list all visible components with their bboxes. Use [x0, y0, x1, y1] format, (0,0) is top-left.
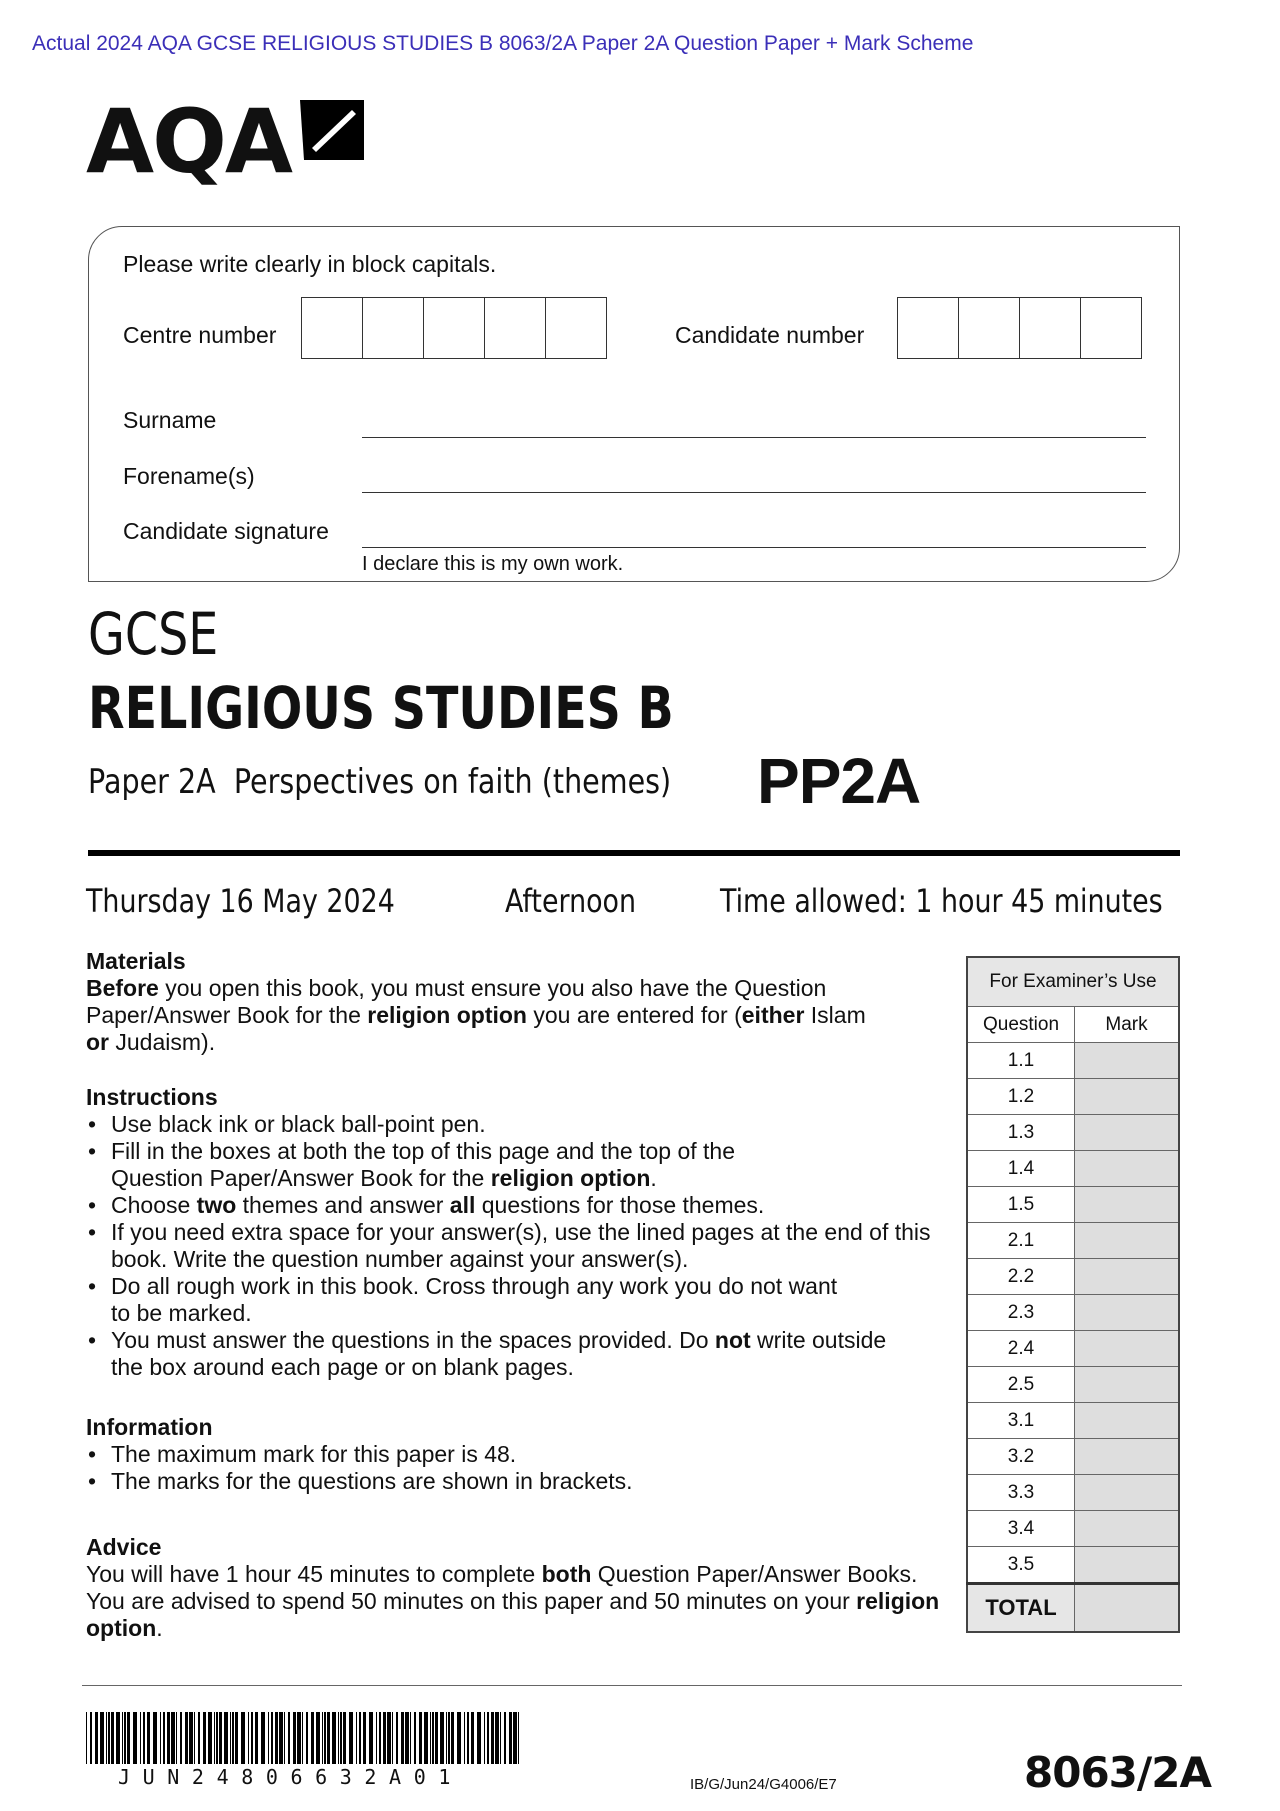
- question-number: 1.3: [967, 1115, 1075, 1151]
- instruction-item: • Use black ink or black ball-point pen.: [86, 1111, 936, 1138]
- examiner-row: [967, 1439, 1179, 1475]
- candidate-details-box: [88, 226, 1180, 582]
- mark-cell[interactable]: [1075, 1223, 1180, 1259]
- paper-name: Perspectives on faith (themes): [233, 762, 672, 802]
- total-mark-cell[interactable]: [1075, 1584, 1180, 1633]
- examiner-row: [967, 1547, 1179, 1584]
- centre-digit-box[interactable]: [546, 298, 606, 358]
- level-title: GCSE: [88, 600, 219, 668]
- centre-digit-box[interactable]: [424, 298, 485, 358]
- question-number: 1.4: [967, 1151, 1075, 1187]
- surname-label: Surname: [123, 407, 217, 433]
- subject-title: RELIGIOUS STUDIES B: [88, 674, 674, 742]
- advice-heading: Advice: [86, 1534, 162, 1560]
- candidate-digit-box[interactable]: [898, 298, 959, 358]
- paper-number: Paper 2A: [88, 762, 216, 802]
- examiner-row: [967, 1223, 1179, 1259]
- mark-cell[interactable]: [1075, 1367, 1180, 1403]
- forenames-field[interactable]: [362, 492, 1146, 493]
- information-item: • The maximum mark for this paper is 48.: [86, 1441, 866, 1468]
- candidate-digit-box[interactable]: [1081, 298, 1141, 358]
- materials-text: Before you open this book, you must ensure you also have the Question Paper/Answer Book for the religion option you are entered for (either Islam or Judaism).: [86, 975, 866, 1055]
- candidate-number-input[interactable]: [897, 297, 1142, 359]
- question-number: 2.5: [967, 1367, 1075, 1403]
- candidate-digit-box[interactable]: [959, 298, 1020, 358]
- instructions-heading: Instructions: [86, 1084, 218, 1110]
- mark-cell[interactable]: [1075, 1115, 1180, 1151]
- examiner-row: [967, 1403, 1179, 1439]
- declaration-text: I declare this is my own work.: [362, 553, 624, 575]
- question-number: 3.3: [967, 1475, 1075, 1511]
- instruction-item: • If you need extra space for your answer(s), use the lined pages at the end of this book. Write the question number against your answer(s).: [86, 1219, 951, 1273]
- aqa-logo: [86, 90, 292, 193]
- information-section: [86, 1414, 866, 1495]
- examiners-use-table: [966, 956, 1180, 1633]
- signature-label: Candidate signature: [123, 518, 329, 544]
- title-divider: [88, 850, 1180, 856]
- signature-field[interactable]: [362, 547, 1146, 548]
- form-instruction: Please write clearly in block capitals.: [123, 251, 497, 277]
- mark-cell[interactable]: [1075, 1079, 1180, 1115]
- materials-heading: Materials: [86, 948, 186, 974]
- examiner-row: [967, 1115, 1179, 1151]
- advice-section: [86, 1534, 956, 1642]
- examiner-row: [967, 1079, 1179, 1115]
- question-number: 2.4: [967, 1331, 1075, 1367]
- mark-column-header: Mark: [1075, 1007, 1180, 1043]
- exam-date: Thursday 16 May 2024: [86, 882, 395, 920]
- question-number: 1.5: [967, 1187, 1075, 1223]
- candidate-number-label: Candidate number: [675, 322, 865, 348]
- instructions-section: [86, 1084, 936, 1381]
- aqa-logo-text: AQA: [86, 90, 292, 193]
- examiner-row: [967, 1043, 1179, 1079]
- centre-digit-box[interactable]: [485, 298, 546, 358]
- examiners-use-title: For Examiner’s Use: [967, 957, 1179, 1007]
- paper-code: PP2A: [757, 745, 921, 817]
- materials-section: [86, 948, 866, 1056]
- centre-number-label: Centre number: [123, 322, 277, 348]
- information-heading: Information: [86, 1414, 213, 1440]
- question-number: 3.1: [967, 1403, 1075, 1439]
- centre-digit-box[interactable]: [363, 298, 424, 358]
- question-number: 2.2: [967, 1259, 1075, 1295]
- examiner-row: [967, 1511, 1179, 1547]
- forenames-label: Forename(s): [123, 463, 255, 489]
- examiner-row: [967, 1331, 1179, 1367]
- footer-divider: [82, 1685, 1182, 1686]
- mark-cell[interactable]: [1075, 1439, 1180, 1475]
- surname-field[interactable]: [362, 437, 1146, 438]
- header-link[interactable]: Actual 2024 AQA GCSE RELIGIOUS STUDIES B 8063/2A Paper 2A Question Paper + Mark Scheme: [32, 32, 974, 55]
- paper-title: [88, 762, 671, 802]
- centre-number-input[interactable]: [301, 297, 607, 359]
- mark-cell[interactable]: [1075, 1151, 1180, 1187]
- mark-cell[interactable]: [1075, 1547, 1180, 1584]
- examiner-row: [967, 1367, 1179, 1403]
- advice-text: You will have 1 hour 45 minutes to complete both Question Paper/Answer Books. You are advised to spend 50 minutes on this paper and 50 minutes on your religion option.: [86, 1561, 940, 1641]
- exam-session: Afternoon: [505, 882, 637, 920]
- examiner-row: [967, 1151, 1179, 1187]
- instruction-item: • You must answer the questions in the spaces provided. Do not write outside the box around each page or on blank pages.: [86, 1327, 901, 1381]
- total-label: TOTAL: [967, 1584, 1075, 1633]
- question-number: 3.5: [967, 1547, 1075, 1584]
- barcode-number: JUN24806632A01: [118, 1765, 463, 1789]
- mark-cell[interactable]: [1075, 1475, 1180, 1511]
- mark-cell[interactable]: [1075, 1187, 1180, 1223]
- mark-cell[interactable]: [1075, 1331, 1180, 1367]
- examiner-row: [967, 1259, 1179, 1295]
- paper-reference: IB/G/Jun24/G4006/E7: [690, 1776, 837, 1793]
- time-allowed: Time allowed: 1 hour 45 minutes: [720, 882, 1163, 920]
- mark-cell[interactable]: [1075, 1295, 1180, 1331]
- question-number: 2.1: [967, 1223, 1075, 1259]
- question-number: 3.2: [967, 1439, 1075, 1475]
- question-column-header: Question: [967, 1007, 1075, 1043]
- mark-cell[interactable]: [1075, 1259, 1180, 1295]
- question-number: 1.1: [967, 1043, 1075, 1079]
- instruction-item: • Choose two themes and answer all questions for those themes.: [86, 1192, 936, 1219]
- examiner-row: [967, 1475, 1179, 1511]
- examiner-row: [967, 1295, 1179, 1331]
- centre-digit-box[interactable]: [302, 298, 363, 358]
- question-number: 1.2: [967, 1079, 1075, 1115]
- candidate-digit-box[interactable]: [1020, 298, 1081, 358]
- information-item: • The marks for the questions are shown in brackets.: [86, 1468, 866, 1495]
- question-number: 3.4: [967, 1511, 1075, 1547]
- question-number: 2.3: [967, 1295, 1075, 1331]
- instruction-item: • Do all rough work in this book. Cross through any work you do not want to be marked.: [86, 1273, 851, 1327]
- barcode-icon: [86, 1712, 526, 1764]
- aqa-logo-mark-icon: [300, 100, 364, 164]
- instruction-item: • Fill in the boxes at both the top of this page and the top of the Question Paper/Answer Book for the religion option.: [86, 1138, 791, 1192]
- mark-cell[interactable]: [1075, 1403, 1180, 1439]
- mark-cell[interactable]: [1075, 1043, 1180, 1079]
- examiner-row: [967, 1187, 1179, 1223]
- paper-code-footer: 8063/2A: [1024, 1748, 1211, 1797]
- mark-cell[interactable]: [1075, 1511, 1180, 1547]
